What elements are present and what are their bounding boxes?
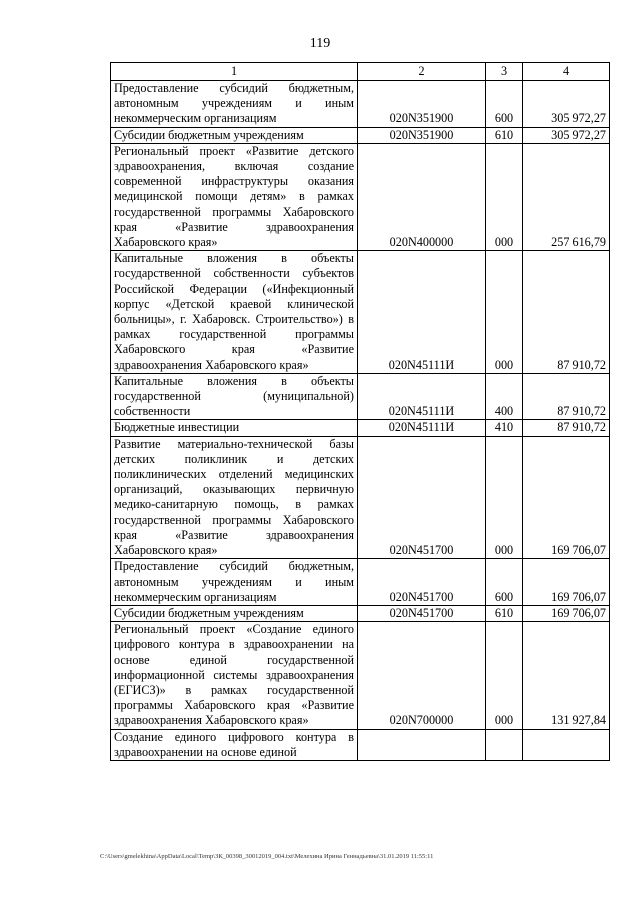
row-kind-cell: 600 [486,559,523,606]
row-sum-cell [523,729,610,760]
row-sum-cell: 305 972,27 [523,81,610,128]
budget-table [110,62,610,761]
table-row [111,559,610,606]
row-code-cell: 020N700000 [358,622,486,729]
row-kind-cell: 000 [486,143,523,250]
row-name-cell: Предоставление субсидий бюджетным, автономным учреждениям и иным некоммерческим организациям [111,559,358,606]
row-code-cell: 020N351900 [358,81,486,128]
table-row [111,143,610,250]
table-row [111,373,610,420]
row-code-cell: 020N351900 [358,127,486,143]
row-name-cell: Предоставление субсидий бюджетным, автономным учреждениям и иным некоммерческим организациям [111,81,358,128]
page-number: 119 [309,36,331,51]
table-row [111,81,610,128]
row-name-cell: Субсидии бюджетным учреждениям [111,605,358,621]
table-row [111,127,610,143]
row-kind-cell: 400 [486,373,523,420]
row-kind-cell [486,729,523,760]
row-kind-cell: 000 [486,436,523,559]
row-sum-cell: 169 706,07 [523,605,610,621]
row-kind-cell: 000 [486,251,523,374]
row-code-cell: 020N45111И [358,373,486,420]
footer-file-path: C:\Users\gmelekhina\AppData\Local\Temp\ЗК_00398_30012019_004.txt\Мелехина Ирина Геннадьевна\31.01.2019 11:55:11 [100,853,434,860]
table-row [111,436,610,559]
table-row [111,605,610,621]
row-name-cell: Бюджетные инвестиции [111,420,358,436]
table-row [111,420,610,436]
row-code-cell: 020N451700 [358,559,486,606]
row-code-cell: 020N45111И [358,251,486,374]
row-sum-cell: 87 910,72 [523,373,610,420]
row-code-cell: 020N45111И [358,420,486,436]
table-row [111,622,610,729]
row-name-cell: Развитие материально-технической базы детских поликлиник и детских поликлинических отделений медицинских организаций, оказывающих первичную медико-санитарную помощь, в рамках государственной программы Хабаровского края «Развитие здравоохранения Хабаровского края» [111,436,358,559]
row-sum-cell: 131 927,84 [523,622,610,729]
row-name-cell: Региональный проект «Создание единого цифрового контура в здравоохранении на основе единой государственной информационной системы здравоохранения (ЕГИСЗ)» в рамках государственной программы Хабаровского края «Развитие здравоохранения Хабаровского края» [111,622,358,729]
row-name-cell: Субсидии бюджетным учреждениям [111,127,358,143]
row-name-cell: Создание единого цифрового контура в здравоохранении на основе единой [111,729,358,760]
row-sum-cell: 257 616,79 [523,143,610,250]
row-sum-cell: 305 972,27 [523,127,610,143]
header-col-2: 2 [358,63,486,81]
row-sum-cell: 87 910,72 [523,420,610,436]
row-name-cell: Капитальные вложения в объекты государственной собственности субъектов Российской Федерации («Инфекционный корпус «Детской краевой клинической больницы», г. Хабаровск. Строительство») в рамках государственной программы Хабаровского края «Развитие здравоохранения Хабаровского края» [111,251,358,374]
header-col-3: 3 [486,63,523,81]
table-header-row [111,63,610,81]
header-col-4: 4 [523,63,610,81]
row-sum-cell: 169 706,07 [523,559,610,606]
row-name-cell: Региональный проект «Развитие детского здравоохранения, включая создание современной инфраструктуры оказания медицинской помощи детям» в рамках государственной программы Хабаровского края «Развитие здравоохранения Хабаровского края» [111,143,358,250]
row-code-cell [358,729,486,760]
row-name-cell: Капитальные вложения в объекты государственной (муниципальной) собственности [111,373,358,420]
row-kind-cell: 610 [486,127,523,143]
table-row [111,729,610,760]
row-code-cell: 020N451700 [358,436,486,559]
header-col-1: 1 [111,63,358,81]
row-code-cell: 020N400000 [358,143,486,250]
row-sum-cell: 87 910,72 [523,251,610,374]
row-kind-cell: 410 [486,420,523,436]
row-sum-cell: 169 706,07 [523,436,610,559]
row-kind-cell: 600 [486,81,523,128]
row-code-cell: 020N451700 [358,605,486,621]
row-kind-cell: 610 [486,605,523,621]
table-row [111,251,610,374]
row-kind-cell: 000 [486,622,523,729]
